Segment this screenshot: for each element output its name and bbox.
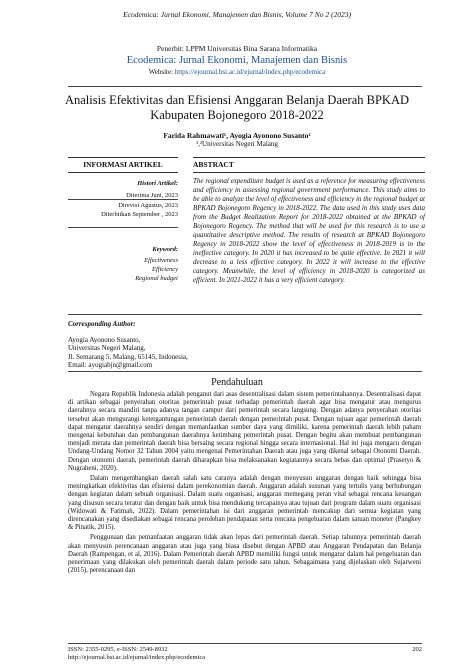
corresponding-name: Ayogia Ayonono Susanto, (68, 335, 141, 344)
history-received: Diterima Juni, 2023 (126, 192, 178, 199)
history-list (68, 191, 178, 220)
history-divider (68, 199, 178, 200)
website-link[interactable]: https://ejournal.bsi.ac.id/ejurnal/index.php/ecodemica (174, 68, 326, 76)
keyword-item: Regional budget (135, 274, 178, 282)
journal-publisher: Penerbit: LPPM Universitas Bina Sarana Informatika (156, 44, 318, 53)
corresponding-email[interactable]: Email: ayogiabjn@gmail.com (68, 361, 153, 369)
article-info (68, 157, 178, 283)
website-label: Website: (148, 68, 175, 76)
abstract-text: The regional expenditure budget is used as a reference for measuring effectiveness and efficiency in assessing regional government performance. This study aims to be able to analyze the level of effectiveness and efficiency in the regional budget at BPKAD Bojonegoro Regency in 2018-2022. The data used in this study uses data from the Budget Realization Report for 2018-2022 obtained at the BPKAD of Bojonegoro Regency. The method that will be used for this research is to use a quantitative descriptive method. The results of research at BPKAD Bojonegoro Regency in 2018-2022 show the level of effectiveness in 2018-2019 is in the ineffective category. In 2020 it has increased to be quite effective. In 2021 it will decrease to a less effective category. In 2022 it will increase to the effective category. Meanwhile, the level of efficiency in 2018-2020 is categorized as efficient. In 2021-2022 it has a very efficient category. (193, 177, 425, 284)
abstract (193, 157, 425, 285)
page-number: 202 (412, 646, 422, 653)
footer-url[interactable]: http://ejournal.bsi.ac.id/ejurnal/index.php/ecodemica (68, 654, 206, 661)
article-authors: Farida Rahmawati¹, Ayogia Ayonono Susanto² (163, 131, 311, 140)
section-title: Pendahuluan (211, 377, 263, 388)
history-title: Histori Artikel: (137, 180, 178, 187)
keywords-title: Keyword: (152, 245, 178, 253)
keywords-list (68, 256, 178, 283)
corresponding-title: Corresponding Author: (68, 320, 136, 328)
history-revised: Direvisi Agustus, 2023 (118, 201, 178, 209)
section-body (68, 391, 421, 577)
footer-issn: ISSN: 2355-0295, e-ISSN: 2549-8932 (68, 646, 168, 653)
keywords-divider (68, 227, 178, 228)
corresponding-rule (68, 371, 422, 372)
corresponding-address: Jl. Semarang 5, Malang, 65145, Indonesia, (68, 352, 188, 361)
history-published: Diterbitkan September , 2023 (101, 211, 178, 218)
journal-website (0, 67, 474, 77)
corresponding-institution: Universitas Negeri Malang, (68, 344, 146, 352)
footer-rule (68, 643, 422, 644)
corresponding-author (68, 320, 288, 370)
article-title: Analisis Efektivitas dan Efisiensi Anggaran Belanja Daerah BPKAD Kabupaten Bojonegoro 2018-2022 (64, 93, 410, 122)
body-paragraph: Dalam mengembangkan daerah salah satu caranya adalah dengan menyusun anggaran dengan baik sehingga bisa meningkatkan efektivitas dan efisiensi dalam perekonomian daerah. Anggaran adalah susunan yang tertulis yang berhubungan dengan kegiatan dalam sebuah organisasi. Dalam suatu organisasi, anggaran memegang peran vital sebagai rencana keuangan yang disusun secara teratur dan dengan baik untuk bisa mendukung tercapainya atau tujuan dari program dalam suatu organisasi (Widowati & Fatimah, 2022). Dalam pemerintahan isi dari anggaran pemerintah mencakup dari semua kegiatan yang direncanakan yang disediakan sebagai rencana perolehan pendapatan serta rencana pengeluaran dalam satuan moneter (Pangkey & Pinatik, 2015). (68, 475, 421, 532)
running-header: Ecodemica: Jurnal Ekonomi, Manajemen dan Bisnis, Volume 7 No 2 (2023) (123, 10, 351, 19)
article-info-heading: INFORMASI ARTIKEL (68, 157, 178, 173)
journal-block (0, 44, 474, 77)
article-affiliation: ¹,²Universitas Negeri Malang (196, 140, 278, 148)
header-rule (68, 86, 422, 87)
journal-name: Ecodemica: Jurnal Ekonomi, Manajemen dan Bisnis (126, 55, 348, 66)
body-paragraph: Negara Republik Indonesia adalah penganut dari asas desentralisasi dalam sistem pemerintahannya. Desentralisasi dapat di artikan sebagai penyerahan otoritas pemerintah pusat terhadap pemerintah daerah agar bisa mengatur atau mengurus daerahnya secara mandiri tanpa adanya tangan campur dari pemerintah secara langsung. Dengan adanya penyerahan otoritas tersebut akan mengurangi ketergantungan pemerintah daerah dengan pemerintah pusat. Dengan tujuan agar pemerintah daerah dapat mengatur daerahnya sendiri dengan memanfaatkan sumber daya yang dimiliki, karena pemerintah daerah lebih paham mengenai kebutuhan dan pembangunan daerahnya ketimbang pemerintah pusat. Dengan begitu akan membuat pembangunan menjadi merata dan pemerintah daerah bisa bersaing secara regional hingga secara internasional. Hal ini juga mengacu dengan Undang-Undang Nomor 32 Tahun 2004 yaitu mengenai Pemerintahan Daerah atau juga yang dikenal sebagai Otonomi Daerah. Dengan otonomi daerah, pemerintah daerah diharapkan bisa melaksanakan kegiatannya secara bebas dan optimal (Prasetyo & Nugraheni, 2020). (68, 391, 421, 472)
keyword-item: Efficiency (152, 265, 178, 273)
keyword-item: Effectiveness (144, 256, 178, 264)
abstract-rule (68, 314, 422, 315)
abstract-heading: ABSTRACT (193, 157, 425, 173)
body-paragraph: Penggunaan dan pemanfaatan anggaran tidak akan lepas dari pemerintah daerah. Setiap tahunnya pemerintah daerah akan menyusun perencanaan anggaran atau juga yang biasa disebut dengan APBD atau Anggaran Pendapatan dan Belanja Daerah (Rampengan, et al, 2016). Dalam Pemerintah daerah APBD memiliki fungsi untuk mengatur dalam hal pengeluaran dan penerimaan yang dilakukan oleh pemerintah daerah dalam periode satu tahun. Sebagaimana yang dijelaskan oleh Sujarweni (2015), perencanaan dan (68, 534, 421, 575)
page-footer (68, 646, 422, 662)
